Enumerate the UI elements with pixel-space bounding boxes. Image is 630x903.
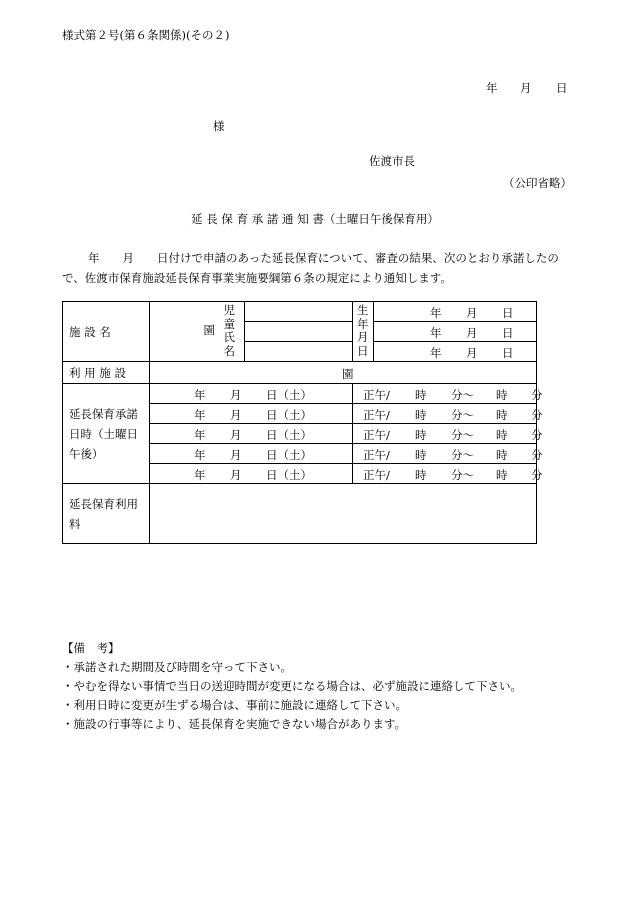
birth-date-field-1[interactable]: 年 月 日 — [374, 302, 537, 322]
note-item: ・承諾された期間及び時間を守って下さい。 — [62, 660, 292, 674]
birth-date-field-2[interactable]: 年 月 日 — [374, 322, 537, 342]
slot-time-3[interactable]: 正午/ 時 分〜 時 分 — [353, 424, 537, 444]
fee-label: 延長保育利用 料 — [63, 484, 150, 544]
body-text — [62, 248, 572, 288]
child-name-field-2[interactable] — [245, 322, 353, 342]
body-line-1: 年 月 日付けで申請のあった延長保育について、審査の結果、次のとおり承諾したの — [88, 251, 559, 265]
facility-name-field-suffix — [204, 302, 245, 362]
form-number: 様式第２号(第６条関係)(その２) — [62, 28, 230, 42]
slot-time-1[interactable]: 正午/ 時 分〜 時 分 — [353, 384, 537, 404]
notes-section — [62, 639, 522, 734]
note-item: ・利用日時に変更が生ずる場合は、事前に施設に連絡して下さい。 — [62, 698, 407, 712]
facility-name-field[interactable] — [150, 302, 204, 362]
child-name-field-1[interactable] — [245, 302, 353, 322]
fee-field[interactable] — [150, 484, 537, 544]
slot-date-4[interactable]: 年 月 日（土） — [150, 444, 353, 464]
facility-label: 施 設 名 — [63, 302, 150, 362]
issue-day-label: 日 — [556, 81, 568, 95]
facility-suffix: 園 — [203, 323, 215, 337]
slot-date-3[interactable]: 年 月 日（土） — [150, 424, 353, 444]
child-name-field-3[interactable] — [245, 342, 353, 362]
use-facility-field[interactable] — [150, 362, 537, 384]
addressee-suffix: 様 — [213, 119, 225, 133]
notes-heading: 【備 考】 — [62, 641, 120, 655]
seal-omitted-note: （公印省略） — [503, 176, 572, 190]
use-facility-suffix: 園 — [342, 367, 354, 381]
slot-time-2[interactable]: 正午/ 時 分〜 時 分 — [353, 404, 537, 424]
issue-year-label: 年 — [486, 81, 498, 95]
use-facility-label: 利 用 施 設 — [63, 362, 150, 384]
sender-name: 佐渡市長 — [369, 154, 415, 168]
body-line-2: で、佐渡市保育施設延長保育事業実施要綱第６条の規定により通知します。 — [62, 271, 452, 285]
slot-time-4[interactable]: 正午/ 時 分〜 時 分 — [353, 444, 537, 464]
note-item: ・やむを得ない事情で当日の送迎時間が変更になる場合は、必ず施設に連絡して下さい。 — [62, 679, 522, 693]
extended-datetime-label: 延長保育承諾 日時（土曜日 午後） — [63, 384, 150, 484]
document-title: 延 長 保 育 承 諾 通 知 書（土曜日午後保育用） — [191, 212, 439, 226]
slot-date-2[interactable]: 年 月 日（土） — [150, 404, 353, 424]
note-item: ・施設の行事等により、延長保育を実施できない場合があります。 — [62, 717, 407, 731]
issue-month-label: 月 — [520, 81, 532, 95]
slot-date-5[interactable]: 年 月 日（土） — [150, 464, 353, 484]
slot-time-5[interactable]: 正午/ 時 分〜 時 分 — [353, 464, 537, 484]
slot-date-1[interactable]: 年 月 日（土） — [150, 384, 353, 404]
approval-table-main — [62, 301, 543, 544]
child-name-label: 児 童 氏 名 — [223, 303, 235, 358]
birth-date-field-3[interactable]: 年 月 日 — [374, 342, 537, 362]
birth-date-label: 生 年 月 日 — [353, 302, 374, 362]
